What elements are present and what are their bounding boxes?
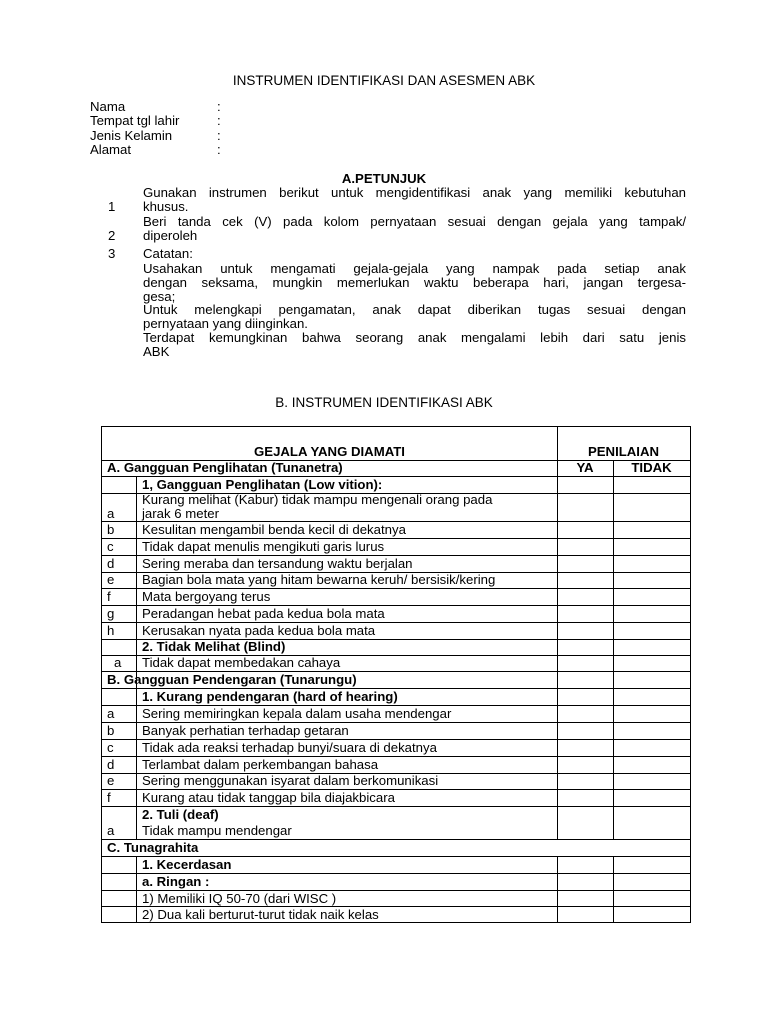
header-gejala: GEJALA YANG DIAMATI	[254, 444, 405, 459]
table-rule	[557, 856, 558, 923]
catatan-2-line2: pernyataan yang diinginkan.	[143, 316, 308, 331]
row-letter: e	[107, 572, 115, 587]
header-ya: YA	[576, 460, 594, 475]
row-text-a1c: Tidak dapat menulis mengikuti garis lurus	[142, 539, 385, 554]
subcategory-c1: 1. Kecerdasan	[142, 857, 232, 872]
row-text-a1h: Kerusakan nyata pada kedua bola mata	[142, 623, 376, 638]
petunjuk-number-3: 3	[108, 246, 116, 261]
subcategory-b2: 2. Tuli (deaf)	[142, 807, 219, 822]
row-letter: d	[107, 556, 115, 571]
row-letter: h	[107, 623, 115, 638]
petunjuk-heading: A.PETUNJUK	[341, 171, 427, 186]
subcategory-c1a: a. Ringan :	[142, 874, 210, 889]
row-text-b1e: Sering menggunakan isyarat dalam berkomunikasi	[142, 773, 439, 788]
row-text-b1d: Terlambat dalam perkembangan bahasa	[142, 757, 379, 772]
identity-colon: :	[217, 142, 221, 157]
row-text-c1-1: 1) Memiliki IQ 50-70 (dari WISC )	[142, 891, 337, 906]
row-letter: a	[107, 823, 115, 838]
row-text-a1f: Mata bergoyang terus	[142, 589, 271, 604]
petunjuk-number-1: 1	[108, 199, 116, 214]
header-tidak: TIDAK	[631, 460, 672, 475]
row-letter: b	[107, 723, 115, 738]
category-b: B. Gangguan Pendengaran (Tunarungu)	[107, 672, 357, 687]
identity-colon: :	[217, 128, 221, 143]
row-text-a1d: Sering meraba dan tersandung waktu berjalan	[142, 556, 413, 571]
identity-label: Alamat	[90, 142, 132, 157]
petunjuk-number-2: 2	[108, 228, 116, 243]
row-letter: a	[114, 655, 122, 670]
row-text-a1b: Kesulitan mengambil benda kecil di dekatnya	[142, 522, 406, 537]
row-text-b1c: Tidak ada reaksi terhadap bunyi/suara di dekatnya	[142, 740, 437, 755]
identity-label: Jenis Kelamin	[90, 128, 173, 143]
petunjuk-item-1-line2: khusus.	[143, 199, 189, 214]
row-letter: g	[107, 606, 115, 621]
catatan-3-line2: ABK	[143, 344, 170, 359]
category-a: A. Gangguan Penglihatan (Tunanetra)	[107, 460, 343, 475]
row-text-b1f: Kurang atau tidak tanggap bila diajakbicara	[142, 790, 395, 805]
table-rule	[557, 427, 558, 839]
row-letter: c	[107, 740, 114, 755]
row-letter: a	[107, 506, 115, 521]
row-letter: d	[107, 757, 115, 772]
identification-table	[101, 426, 691, 923]
petunjuk-item-2-line2: diperoleh	[143, 228, 198, 243]
subcategory-a2: 2. Tidak Melihat (Blind)	[142, 639, 286, 654]
subcategory-b1: 1. Kurang pendengaran (hard of hearing)	[142, 689, 398, 704]
catatan-1-line2: dengan seksama, mungkin memerlukan waktu beberapa hari, jangan tergesa-	[143, 275, 686, 290]
table-rule	[613, 856, 614, 923]
identity-label: Nama	[90, 99, 126, 114]
category-c: C. Tunagrahita	[107, 840, 199, 855]
row-letter: c	[107, 539, 114, 554]
row-letter: b	[107, 522, 115, 537]
catatan-2-line1: Untuk melengkapi pengamatan, anak dapat diberikan tugas sesuai dengan	[143, 302, 686, 317]
document-title: INSTRUMEN IDENTIFIKASI DAN ASESMEN ABK	[232, 73, 536, 88]
row-text-b1b: Banyak perhatian terhadap getaran	[142, 723, 349, 738]
row-text-a2a: Tidak dapat membedakan cahaya	[142, 655, 341, 670]
petunjuk-item-2-line1: Beri tanda cek (V) pada kolom pernyataan sesuai dengan gejala yang tampak/	[143, 214, 686, 229]
catatan-1-line1: Usahakan untuk mengamati gejala-gejala yang nampak pada setiap anak	[143, 261, 686, 276]
identity-colon: :	[217, 113, 221, 128]
row-letter: f	[107, 790, 111, 805]
row-text-b1a: Sering memiringkan kepala dalam usaha mendengar	[142, 706, 452, 721]
row-text-a1a-line2: jarak 6 meter	[142, 506, 219, 521]
row-text-a1e: Bagian bola mata yang hitam bewarna keruh/ bersisik/kering	[142, 572, 496, 587]
row-letter: a	[107, 706, 115, 721]
row-text-c1-2: 2) Dua kali berturut-turut tidak naik kelas	[142, 907, 379, 922]
table-rule	[136, 856, 137, 923]
row-letter: e	[107, 773, 115, 788]
catatan-3-line1: Terdapat kemungkinan bahwa seorang anak mengalami lebih dari satu jenis	[143, 330, 686, 345]
row-text-a1g: Peradangan hebat pada kedua bola mata	[142, 606, 385, 621]
petunjuk-catatan-label: Catatan:	[143, 246, 193, 261]
petunjuk-item-1-line1: Gunakan instrumen berikut untuk mengidentifikasi anak yang memiliki kebutuhan	[143, 185, 686, 200]
table-rule	[613, 460, 614, 839]
subcategory-a1: 1, Gangguan Penglihatan (Low vition):	[142, 477, 383, 492]
header-penilaian: PENILAIAN	[587, 444, 660, 459]
row-letter: f	[107, 589, 111, 604]
section-b-title: B. INSTRUMEN IDENTIFIKASI ABK	[275, 395, 493, 410]
table-rule	[136, 476, 137, 839]
identity-colon: :	[217, 99, 221, 114]
row-text-b2a: Tidak mampu mendengar	[142, 823, 292, 838]
catatan-1-line3: gesa;	[143, 289, 176, 304]
identity-label: Tempat tgl lahir	[90, 113, 180, 128]
row-text-a1a-line1: Kurang melihat (Kabur) tidak mampu mengenali orang pada	[142, 492, 493, 507]
